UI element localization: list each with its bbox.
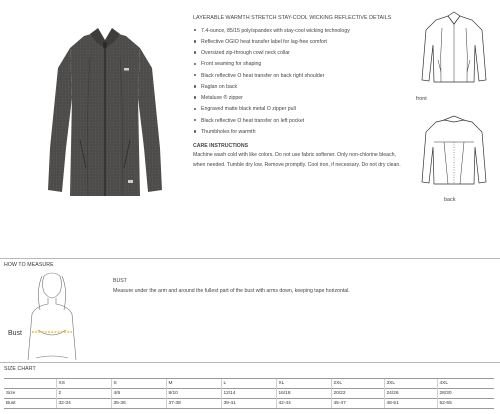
feature-item: Engraved matte black metal O zipper pull bbox=[193, 105, 408, 113]
care-text: Machine wash cold with like colors. Do not use fabric softener. Only non-chlorine bleach, when needed. Tumble dry low. Remove promptly. Cool iron, if necessary. Do not dry clean. bbox=[193, 152, 401, 169]
bust-text: Measure under the arm and around the fullest part of the bust with arms down, keeping tape horizontal. bbox=[113, 288, 350, 295]
table-cell: 16/18 bbox=[276, 389, 331, 399]
back-flat-sketch bbox=[414, 112, 494, 192]
feature-item: 7.4-ounce, 85/15 poly/spandex with stay-cool wicking technology bbox=[193, 27, 408, 35]
table-cell: 45-47 bbox=[331, 399, 384, 409]
table-header-cell: S bbox=[111, 379, 166, 389]
table-header-cell: XS bbox=[56, 379, 111, 389]
jacket-photo bbox=[40, 28, 170, 198]
table-cell: 8/10 bbox=[166, 389, 221, 399]
details-heading: LAYERABLE WARMTH STRETCH STAY-COOL WICKING REFLECTIVE DETAILS bbox=[193, 15, 392, 21]
product-details bbox=[193, 14, 408, 171]
feature-list bbox=[193, 27, 408, 136]
table-cell: 2 bbox=[56, 389, 111, 399]
feature-item: Black reflective O heat transfer on left pocket bbox=[193, 117, 408, 125]
table-cell: 37-38 bbox=[166, 399, 221, 409]
table-cell: 42-44 bbox=[276, 399, 331, 409]
bust-measure-figure bbox=[6, 270, 98, 362]
table-row bbox=[4, 389, 494, 399]
how-to-measure-title: HOW TO MEASURE bbox=[4, 262, 54, 268]
table-cell: 39-41 bbox=[221, 399, 276, 409]
feature-item: Oversized zip-through cowl neck collar bbox=[193, 49, 408, 57]
front-flat-sketch bbox=[414, 10, 494, 90]
table-header-cell: L bbox=[221, 379, 276, 389]
table-cell: 52-55 bbox=[437, 399, 494, 409]
bust-title: BUST bbox=[113, 278, 127, 284]
bust-instructions bbox=[113, 276, 373, 297]
feature-item: Black reflective O heat transfer on back right shoulder bbox=[193, 72, 408, 80]
table-cell: Bust bbox=[4, 399, 56, 409]
table-header-row bbox=[4, 379, 494, 389]
table-header-cell: 4XL bbox=[437, 379, 494, 389]
table-cell: 20/22 bbox=[331, 389, 384, 399]
care-title: CARE INSTRUCTIONS bbox=[193, 142, 249, 149]
feature-item: Reflective OGIO heat transfer label for lag-free comfort bbox=[193, 38, 408, 46]
section-divider bbox=[0, 258, 500, 259]
table-cell: 48-51 bbox=[384, 399, 437, 409]
table-cell: 35-36 bbox=[111, 399, 166, 409]
table-header-cell: 2XL bbox=[331, 379, 384, 389]
bust-figure-label: Bust bbox=[8, 330, 23, 337]
table-header-cell: 3XL bbox=[384, 379, 437, 389]
feature-item: Metaluxe ® zipper bbox=[193, 94, 408, 102]
feature-item: Front seaming for shaping bbox=[193, 60, 408, 68]
table-header-cell: XL bbox=[276, 379, 331, 389]
table-header-cell: M bbox=[166, 379, 221, 389]
table-cell: 32-34 bbox=[56, 399, 111, 409]
feature-item: Raglan on back bbox=[193, 83, 408, 91]
size-chart-title: SIZE CHART bbox=[4, 366, 36, 372]
size-chart-table bbox=[4, 378, 494, 409]
table-cell: 4/6 bbox=[111, 389, 166, 399]
table-cell: Size bbox=[4, 389, 56, 399]
front-label: front bbox=[416, 96, 427, 102]
table-header-cell bbox=[4, 379, 56, 389]
table-cell: 24/26 bbox=[384, 389, 437, 399]
back-label: back bbox=[444, 197, 456, 203]
table-cell: 12/14 bbox=[221, 389, 276, 399]
feature-item: Thumbholes for warmth bbox=[193, 128, 408, 136]
table-row bbox=[4, 399, 494, 409]
section-divider bbox=[0, 362, 500, 363]
table-cell: 28/30 bbox=[437, 389, 494, 399]
